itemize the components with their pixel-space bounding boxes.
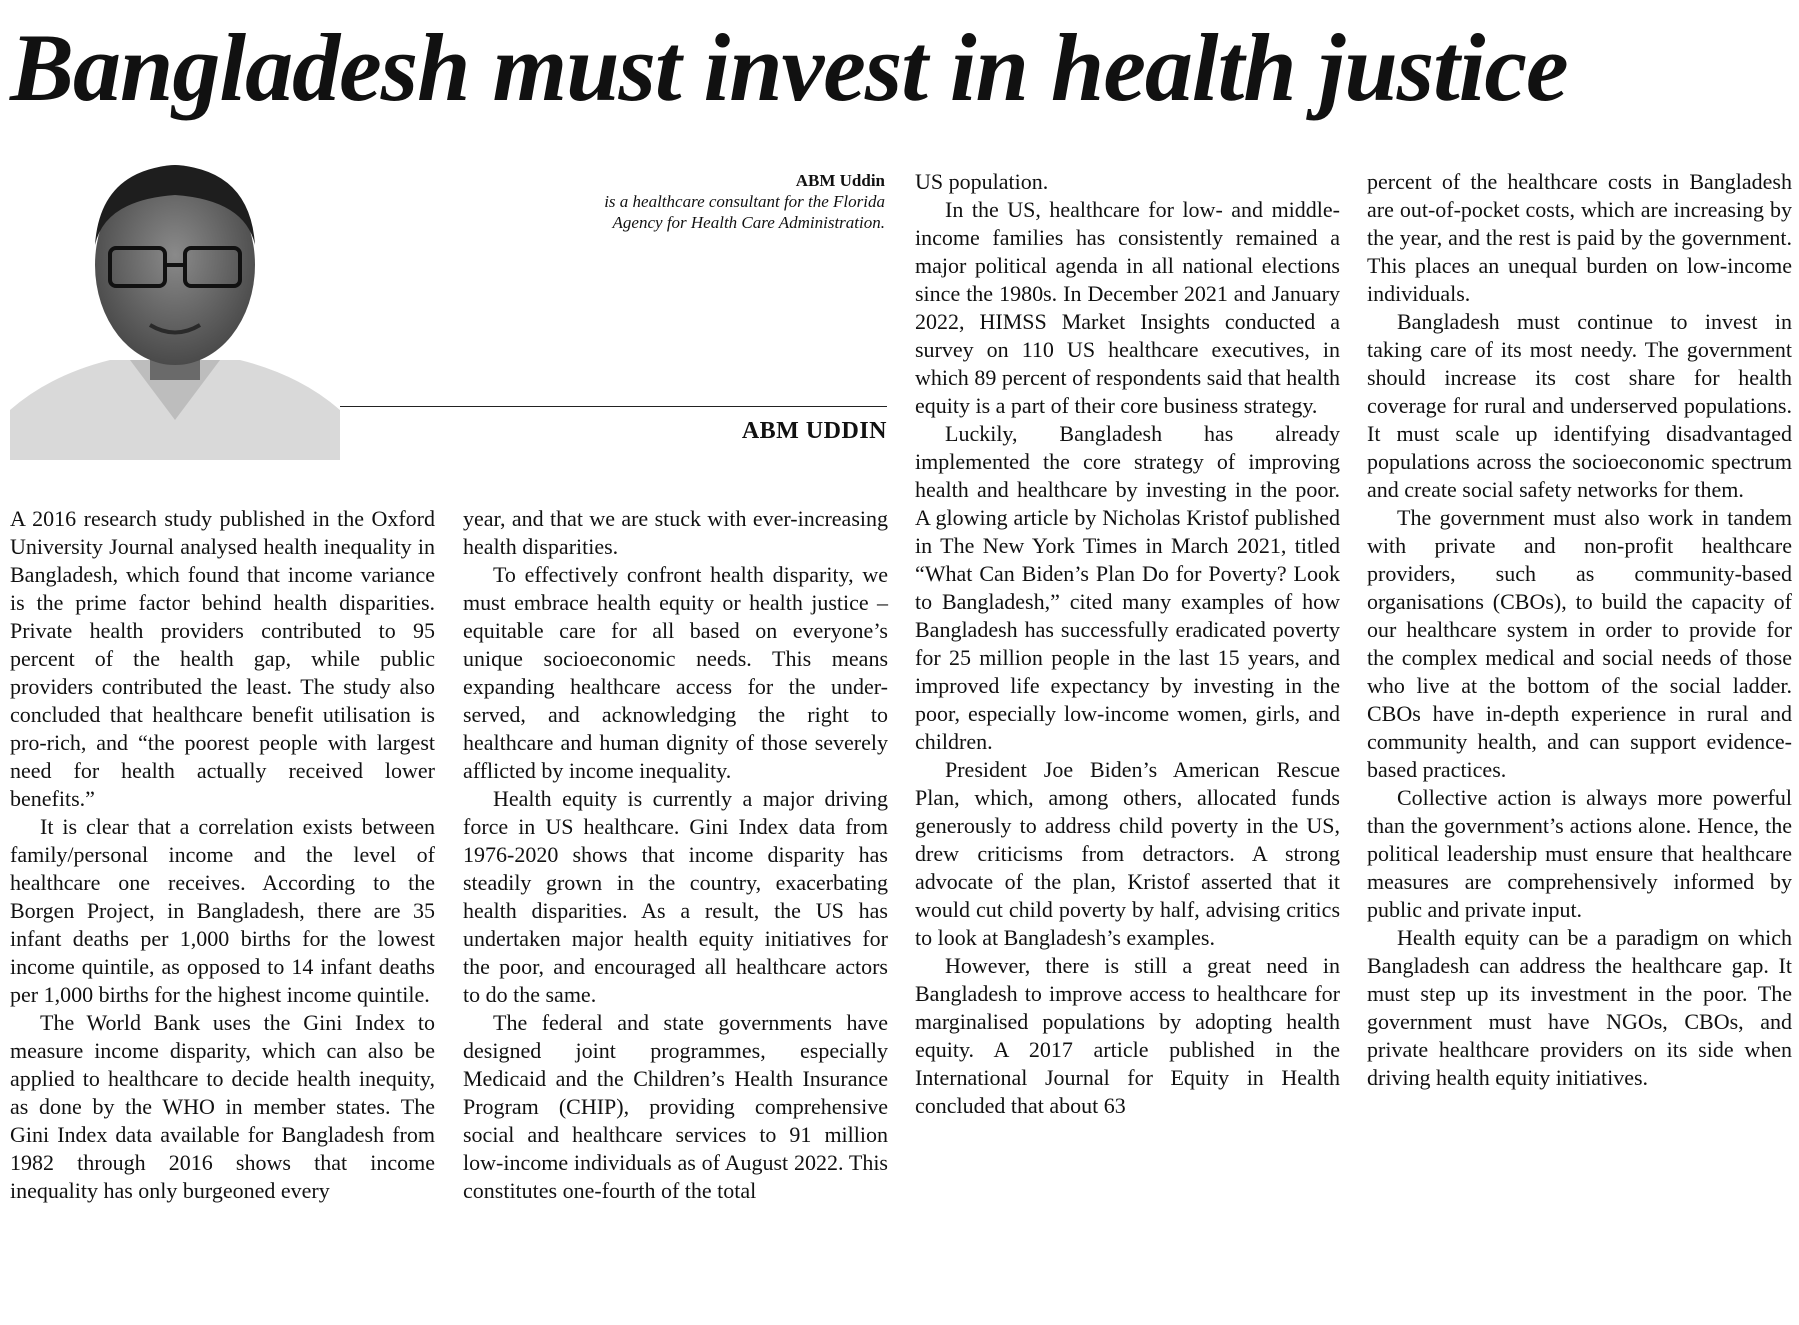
author-name: ABM Uddin — [795, 171, 885, 190]
paragraph: Health equity can be a paradigm on which Bangladesh can address the healthcare gap. It must step up its investment in the poor. The government must have NGOs, CBOs, and private healthcare providers on its side when driving health equity initiatives. — [1367, 925, 1792, 1090]
paragraph: Bangladesh must continue to invest in taking care of its most needy. The government should increase its cost share for health coverage for rural and underserved populations. It must scale up identifying disadvantaged populations across the socioeconomic spectrum and create social safety networks for them. — [1367, 309, 1792, 502]
paragraph: year, and that we are stuck with ever-increasing health disparities. — [463, 506, 888, 559]
paragraph: Health equity is currently a major driving force in US healthcare. Gini Index data from 1976-2020 shows that income disparity has steadily grown in the country, exacerbating health disparities. As a result, the US has undertaken major health equity initiatives for the poor, and encouraged all healthcare actors to do the same. — [463, 786, 888, 1007]
column-2 — [463, 505, 888, 1205]
author-portrait-icon — [10, 160, 340, 460]
paragraph: US population. — [915, 169, 1049, 194]
paragraph: Collective action is always more powerful than the government’s actions alone. Hence, the political leadership must ensure that healthcare measures are comprehensively informed by public and private input. — [1367, 785, 1792, 922]
paragraph: President Joe Biden’s American Rescue Plan, which, among others, allocated funds generously to address child poverty in the US, drew criticisms from detractors. A strong advocate of the plan, Kristof asserted that it would cut child poverty by half, advising critics to look at Bangladesh’s examples. — [915, 757, 1340, 950]
column-4 — [1367, 168, 1792, 1092]
column-3 — [915, 168, 1340, 1120]
paragraph: Luckily, Bangladesh has already implemented the core strategy of improving health and healthcare by investing in the poor. A glowing article by Nicholas Kristof published in The New York Times in March 2021, titled “What Can Biden’s Plan Do for Poverty? Look to Bangladesh,” cited many examples of how Bangladesh has successfully eradicated poverty for 25 million people in the last 15 years, and improved life expectancy by investing in the poor, especially low-income women, girls, and children. — [915, 421, 1340, 754]
byline: ABM UDDIN — [741, 418, 887, 444]
paragraph: A 2016 research study published in the Oxford University Journal analysed health inequality in Bangladesh, which found that income variance is the prime factor behind health disparities. Private health providers contributed to 95 percent of the health gap, while public providers contributed the least. The study also concluded that healthcare benefit utilisation is pro-rich, and “the poorest people with largest need for health actually received lower benefits.” — [10, 506, 435, 811]
paragraph: To effectively confront health disparity, we must embrace health equity or health justice – equitable care for all based on everyone’s unique socioeconomic needs. This means expanding healthcare access for the under-served, and acknowledging the right to healthcare and human dignity of those severely afflicted by income inequality. — [463, 562, 888, 783]
paragraph: The World Bank uses the Gini Index to measure income disparity, which can also be applied to healthcare to decide health inequity, as done by the WHO in member states. The Gini Index data available for Bangladesh from 1982 through 2016 shows that income inequality has only burgeoned every — [10, 1010, 435, 1203]
paragraph: percent of the healthcare costs in Bangladesh are out-of-pocket costs, which are increasing by the year, and the rest is paid by the government. This places an unequal burden on low-income individuals. — [1367, 169, 1792, 306]
paragraph: It is clear that a correlation exists between family/personal income and the level of healthcare one receives. According to the Borgen Project, in Bangladesh, there are 35 infant deaths per 1,000 births for the lowest income quintile, as opposed to 14 infant deaths per 1,000 births for the highest income quintile. — [10, 814, 435, 1007]
column-1 — [10, 505, 435, 1205]
byline-rule — [340, 406, 887, 407]
author-info — [560, 170, 885, 233]
headline: Bangladesh must invest in health justice — [10, 14, 1568, 121]
paragraph: The government must also work in tandem with private and non-profit healthcare providers, such as community-based organisations (CBOs), to build the capacity of our healthcare system in order to provide for the complex medical and social needs of those who live at the bottom of the social ladder. CBOs have in-depth experience in rural and community health, and can support evidence-based practices. — [1367, 505, 1792, 782]
paragraph: The federal and state governments have designed joint programmes, especially Medicaid and the Children’s Health Insurance Program (CHIP), providing comprehensive social and healthcare services to 91 million low-income individuals as of August 2022. This constitutes one-fourth of the total — [463, 1010, 888, 1203]
author-bio: is a healthcare consultant for the Florida Agency for Health Care Administration. — [604, 192, 885, 232]
paragraph: However, there is still a great need in Bangladesh to improve access to healthcare for marginalised populations by adopting health equity. A 2017 article published in the International Journal for Equity in Health concluded that about 63 — [915, 953, 1340, 1118]
paragraph: In the US, healthcare for low- and middle-income families has consistently remained a major political agenda in all national elections since the 1980s. In December 2021 and January 2022, HIMSS Market Insights conducted a survey on 110 US healthcare executives, in which 89 percent of respondents said that health equity is a part of their core business strategy. — [915, 197, 1340, 418]
